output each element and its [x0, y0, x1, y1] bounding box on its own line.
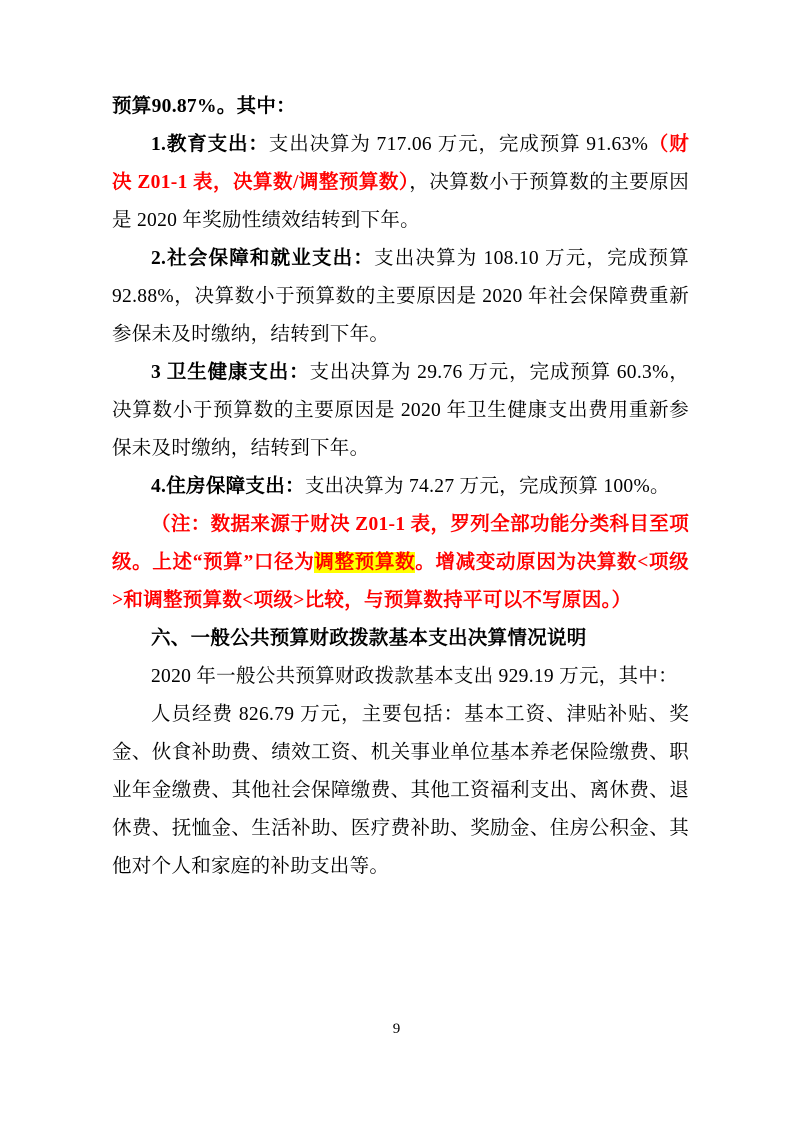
social-security-label: 2.社会保障和就业支出： — [151, 248, 375, 269]
housing-label: 4.住房保障支出： — [151, 476, 305, 497]
page-number: 9 — [392, 1021, 401, 1037]
section-heading-six-text: 六、一般公共预算财政拨款基本支出决算情况说明 — [151, 628, 587, 649]
section-heading-six — [112, 620, 689, 658]
paragraph-housing-expenditure — [112, 468, 689, 506]
paragraph-red-note — [112, 506, 689, 620]
social-security-text: 支出决算为 108.10 万元，完成预算 92.88%，决算数小于预算数的主要原因是 2020 年社会保障费重新参保未及时缴纳，结转到下年。 — [112, 248, 689, 345]
paragraph-personnel-expenses — [112, 696, 689, 886]
health-text: 支出决算为 29.76 万元，完成预算 60.3%，决算数小于预算数的主要原因是 2020 年卫生健康支出费用重新参保未及时缴纳，结转到下年。 — [112, 362, 690, 459]
paragraph-health-expenditure — [112, 354, 689, 468]
health-label: 3 卫生健康支出： — [151, 362, 310, 383]
housing-text: 支出决算为 74.27 万元，完成预算 100%。 — [304, 476, 670, 497]
red-note-highlight: 调整预算数 — [314, 552, 416, 573]
red-note-part-2: 。增减变动原因为决算数<项级>和调整预算数<项级>比较，与预算数持平可以不写原因。） — [112, 552, 689, 611]
personnel-expenses-text: 人员经费 826.79 万元，主要包括：基本工资、津贴补贴、奖金、伙食补助费、绩效工资、机关事业单位基本养老保险缴费、职业年金缴费、其他社会保障缴费、其他工资福利支出、离休费、退休费、抚恤金、生活补助、医疗费补助、奖励金、住房公积金、其他对个人和家庭的补助支出等。 — [112, 704, 689, 877]
paragraph-budget-percent — [112, 88, 689, 126]
education-text-a: 支出决算为 717.06 万元，完成预算 91.63% — [268, 134, 649, 155]
basic-expenditure-total-text: 2020 年一般公共预算财政拨款基本支出 929.19 万元，其中： — [151, 666, 678, 687]
paragraph-education-expenditure — [112, 126, 689, 240]
education-text-b: ，决算数小于预算数的主要原因是 2020 年奖励性绩效结转到下年。 — [112, 172, 689, 231]
red-note-part-1: （注：数据来源于财决 Z01-1 表，罗列全部功能分类科目至项级。上述“预算”口径为 — [112, 514, 689, 573]
paragraph-basic-expenditure-total — [112, 658, 689, 696]
education-red-note: （财决 Z01-1 表，决算数/调整预算数） — [112, 134, 689, 193]
paragraph-social-security-expenditure — [112, 240, 689, 354]
education-label: 1.教育支出： — [151, 134, 269, 155]
paragraph-budget-percent-text: 预算90.87%。其中： — [112, 96, 296, 117]
